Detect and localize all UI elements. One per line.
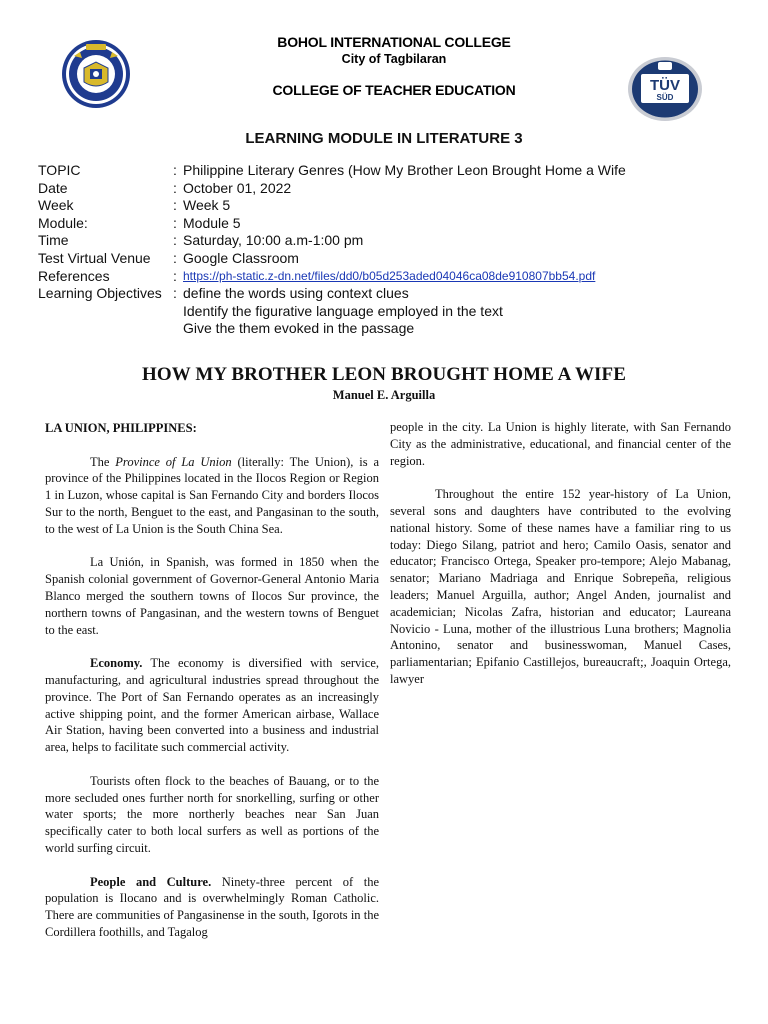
info-label: Learning Objectives	[38, 285, 162, 302]
info-value: Philippine Literary Genres (How My Brother Leon Brought Home a Wife	[183, 162, 626, 178]
info-label: Date	[38, 179, 68, 196]
paragraph: The Province of La Union (literally: The Union), is a province of the Philippines located in the Ilocos Region or Region 1 in Luzon, whose capital is San Fernando City and borders Ilocos Sur to the north, Benguet to the east, and Pangasinan to the south, to the west of La Union is the South China Sea.	[45, 454, 379, 536]
info-value: Module 5	[183, 214, 241, 231]
info-label: Week	[38, 197, 74, 214]
story-author: Manuel E. Arguilla	[332, 388, 436, 402]
info-value: October 01, 2022	[183, 179, 292, 196]
right-text-column	[390, 419, 731, 705]
paragraph: Throughout the entire 152 year-history of La Union, several sons and daughters have contributed to the evolving national history. Some of these names have a familiar ring to us today: Diego Silang, patriot and hero; Camilo Oasis, senator and educator; Francisco Ortega, Speaker pro-tempore; Alejo Mabanag, senator; Mariano Madriaga and Enrique Sobrepeña, religious leaders; Manuel Arguilla, author; Angel Anden, journalist and academician; Nicolas Zafra, historian and educator; Laureana Novicio - Luna, mother of the illustrious Luna brothers; Magnolia Antonino, senator and businesswoman, Manuel Cases, parliamentarian; Epifanio Castillejos, bureaucraft;, Joaquin Ortega, lawyer	[390, 487, 731, 686]
objective-item: Identify the figurative language employed in the text	[183, 302, 503, 319]
info-value: Google Classroom	[183, 249, 299, 266]
paragraph: Tourists often flock to the beaches of Bauang, or to the more secluded ones further north for snorkelling, surfing or other water sports; the more northerly beaches near San Juan specifically cater to both local surfers as well as portions of the world surfing circuit.	[45, 773, 379, 855]
info-row-topic: TOPIC : Philippine Literary Genres (How My Brother Leon Brought Home a Wife	[38, 162, 626, 178]
module-title: LEARNING MODULE IN LITERATURE 3	[245, 130, 523, 147]
college-city: City of Tagbilaran	[341, 52, 447, 66]
info-row-time: Time : Saturday, 10:00 a.m-1:00 pm	[38, 232, 364, 249]
emphasis-text: Province of La Union	[115, 454, 232, 469]
paragraph-heading: Economy.	[90, 656, 143, 671]
info-label: References	[38, 267, 110, 284]
info-row-module: Module: : Module 5	[38, 214, 241, 231]
document-header	[0, 0, 768, 130]
objective-item: define the words using context clues	[183, 285, 409, 302]
college-name: BOHOL INTERNATIONAL COLLEGE	[277, 34, 511, 50]
left-text-column	[45, 420, 379, 958]
info-value: Week 5	[183, 197, 231, 214]
info-label: TOPIC	[38, 162, 81, 178]
tuv-certification-icon	[627, 56, 703, 122]
info-row-references: References : https://ph-static.z-dn.net/files/dd0/b05d253aded04046ca08de910807bb54.pdf	[38, 267, 596, 284]
info-row-venue: Test Virtual Venue : Google Classroom	[38, 249, 299, 266]
objective-item: Give the them evoked in the passage	[183, 320, 415, 337]
info-row-week: Week : Week 5	[38, 197, 231, 214]
department-name: COLLEGE OF TEACHER EDUCATION	[272, 82, 516, 98]
paragraph: People and Culture. Ninety-three percent of the population is Ilocano and is overwhelmingly Roman Catholic. There are communities of Pangasinense in the south, Igorots in the Cordillera foothills, and Tagalog	[45, 874, 379, 939]
reference-link[interactable]: https://ph-static.z-dn.net/files/dd0/b05d253aded04046ca08de910807bb54.pdf	[183, 268, 596, 283]
college-seal-icon	[60, 38, 132, 110]
info-value: Saturday, 10:00 a.m-1:00 pm	[183, 232, 364, 249]
info-row-date: Date : October 01, 2022	[38, 179, 292, 196]
paragraph: Economy. The economy is diversified with service, manufacturing, and agricultural industries spread throughout the province. The Port of San Fernando operates as an increasingly active shipping point, and the former American airbase, Wallace Air Station, having been converted into a business and industrial area, helps to facilitate such commercial activity.	[45, 656, 379, 755]
info-label: Module:	[38, 214, 88, 231]
module-info-table	[38, 162, 738, 338]
section-heading: LA UNION, PHILIPPINES:	[45, 421, 197, 435]
tuv-sub-text: SÜD	[656, 93, 674, 102]
paragraph-heading: People and Culture.	[90, 874, 212, 889]
paragraph: La Unión, in Spanish, was formed in 1850 when the Spanish colonial government of Governor-General Antonio Maria Blanco merged the southern towns of Ilocos Sur province, the northern towns of Pangasinan, and the western towns of Benguet to the east.	[45, 555, 379, 637]
paragraph: people in the city. La Union is highly literate, with San Fernando City as the administrative, educational, and financial center of the region.	[390, 420, 731, 468]
story-title: HOW MY BROTHER LEON BROUGHT HOME A WIFE	[141, 364, 627, 385]
info-label: Test Virtual Venue	[38, 249, 151, 266]
info-label: Time	[38, 232, 69, 249]
tuv-brand-text: TÜV	[650, 77, 680, 94]
info-row-objectives: Learning Objectives : define the words using context clues	[38, 285, 409, 302]
